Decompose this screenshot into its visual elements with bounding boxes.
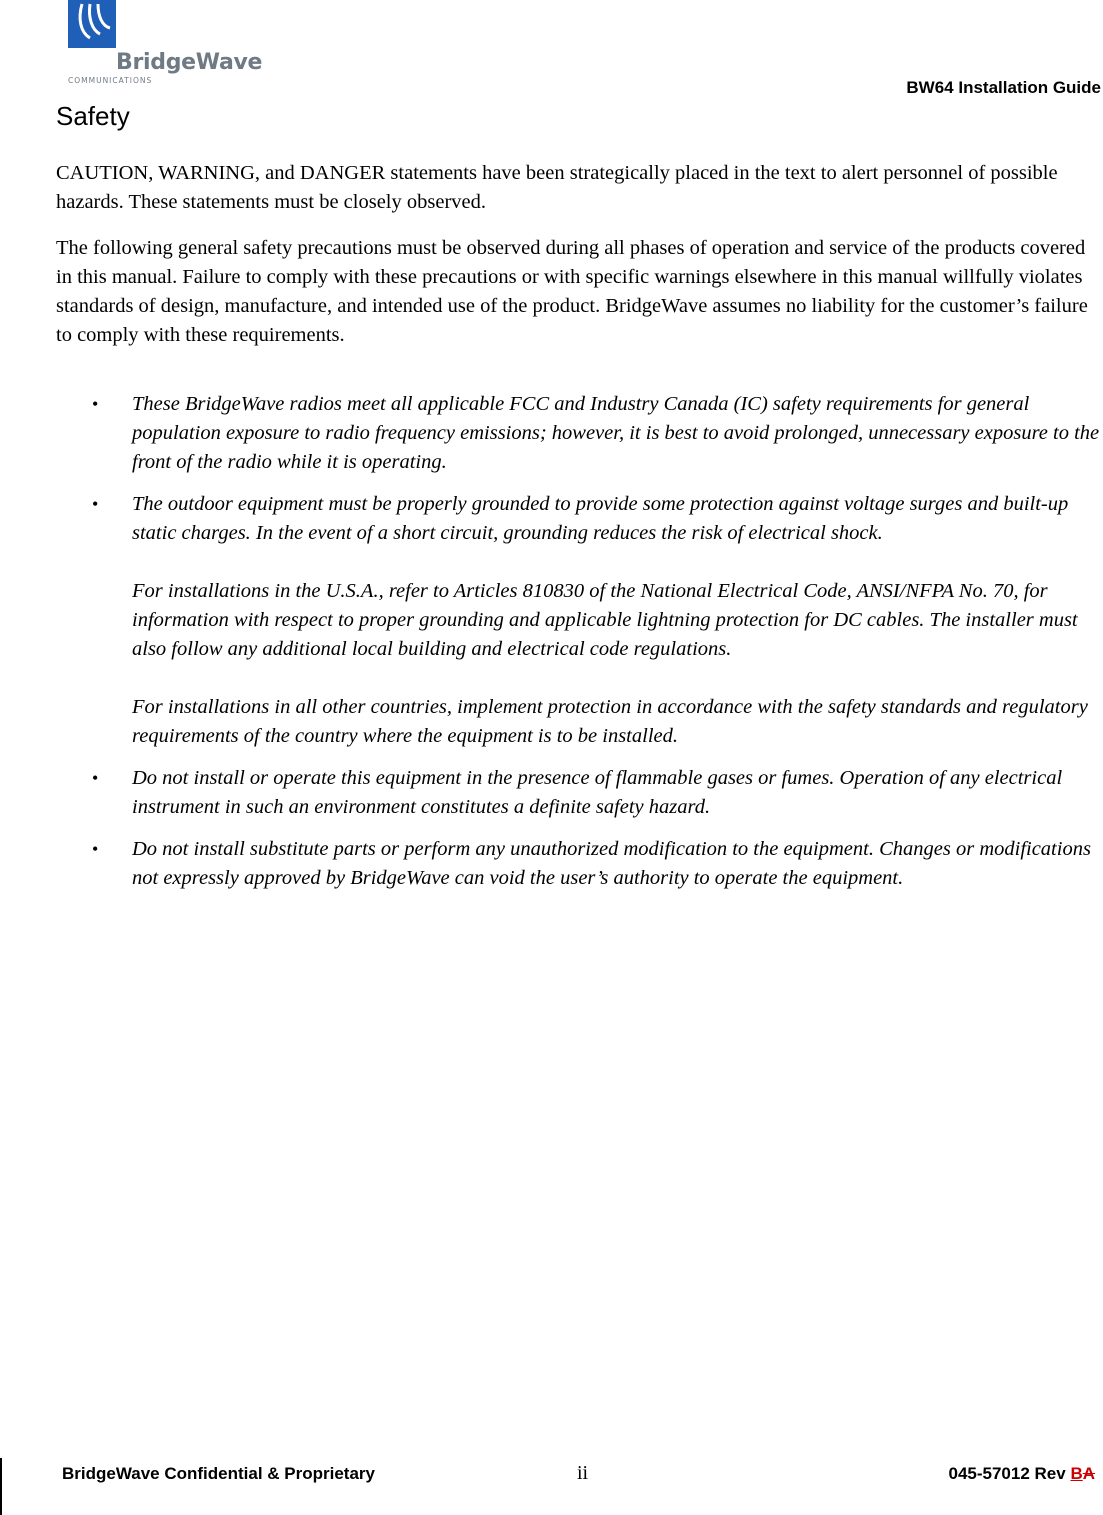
bullet-icon: • <box>92 394 99 414</box>
precautions-paragraph: The following general safety precautions must be observed during all phases of operation and service of the products covered in this manual. Failure to comply with these precautions or with specific warnings elsewhere in this manual willfully violates standards of design, manufacture, and intended use of the product. BridgeWave assumes no liability for the customer’s failure to comply with these requirements. <box>56 237 1088 346</box>
logo-brand-text: BridgeWave <box>116 50 263 75</box>
bullet-icon: • <box>92 494 99 514</box>
bullet-item-grounding <box>92 490 1102 751</box>
footer-document-number <box>949 1464 1096 1484</box>
revision-change-bar <box>0 1458 2 1515</box>
footer-confidential-label: BridgeWave Confidential & Proprietary <box>62 1464 375 1483</box>
bullet-subparagraph-other-countries: For installations in all other countries, implement protection in accordance with the safety standards and regulatory requirements of the country where the equipment is to be installed. <box>132 696 1088 747</box>
bridgewave-logo <box>66 0 266 90</box>
footer-page-number: ii <box>577 1462 589 1484</box>
bullet-icon: • <box>92 768 99 788</box>
logo-subtext: COMMUNICATIONS <box>68 76 153 85</box>
bridgewave-logo-mark-icon <box>68 0 116 48</box>
bullet-text: The outdoor equipment must be properly grounded to provide some protection against voltage surges and built-up static charges. In the event of a short circuit, grounding reduces the risk of electrical shock. <box>132 493 1069 544</box>
safety-bullet-list <box>92 390 1102 906</box>
bullet-text: These BridgeWave radios meet all applicable FCC and Industry Canada (IC) safety requirements for general population exposure to radio frequency emissions; however, it is best to avoid prolonged, unnecessary exposure to the front of the radio while it is operating. <box>132 393 1100 473</box>
bullet-item-flammable-gases <box>92 764 1102 822</box>
intro-paragraph: CAUTION, WARNING, and DANGER statements have been strategically placed in the text to alert personnel of possible hazards. These statements must be closely observed. <box>56 162 1058 213</box>
bullet-item-rf-exposure <box>92 390 1102 477</box>
footer-revision-inserted: B <box>1070 1464 1083 1483</box>
bullet-text: Do not install or operate this equipment in the presence of flammable gases or fumes. Operation of any electrical instrument in such an environment constitutes a definite safety hazard. <box>132 767 1063 818</box>
bullet-subparagraph-usa: For installations in the U.S.A., refer to Articles 810830 of the National Electrical Code, ANSI/NFPA No. 70, for information with respect to proper grounding and applicable lightning protection for DC cables. The installer must also follow any additional local building and electrical code regulations. <box>132 580 1078 660</box>
document-header-title: BW64 Installation Guide <box>906 78 1101 97</box>
section-title: Safety <box>56 101 130 131</box>
footer-revision-deleted: A <box>1082 1464 1095 1483</box>
bullet-text: Do not install substitute parts or perform any unauthorized modification to the equipment. Changes or modifications not expressly approved by BridgeWave can void the user’s authority to operate the equipment. <box>132 838 1091 889</box>
bullet-icon: • <box>92 839 99 859</box>
bullet-item-modifications <box>92 835 1102 893</box>
footer-doc-number-text: 045-57012 Rev <box>948 1464 1071 1483</box>
